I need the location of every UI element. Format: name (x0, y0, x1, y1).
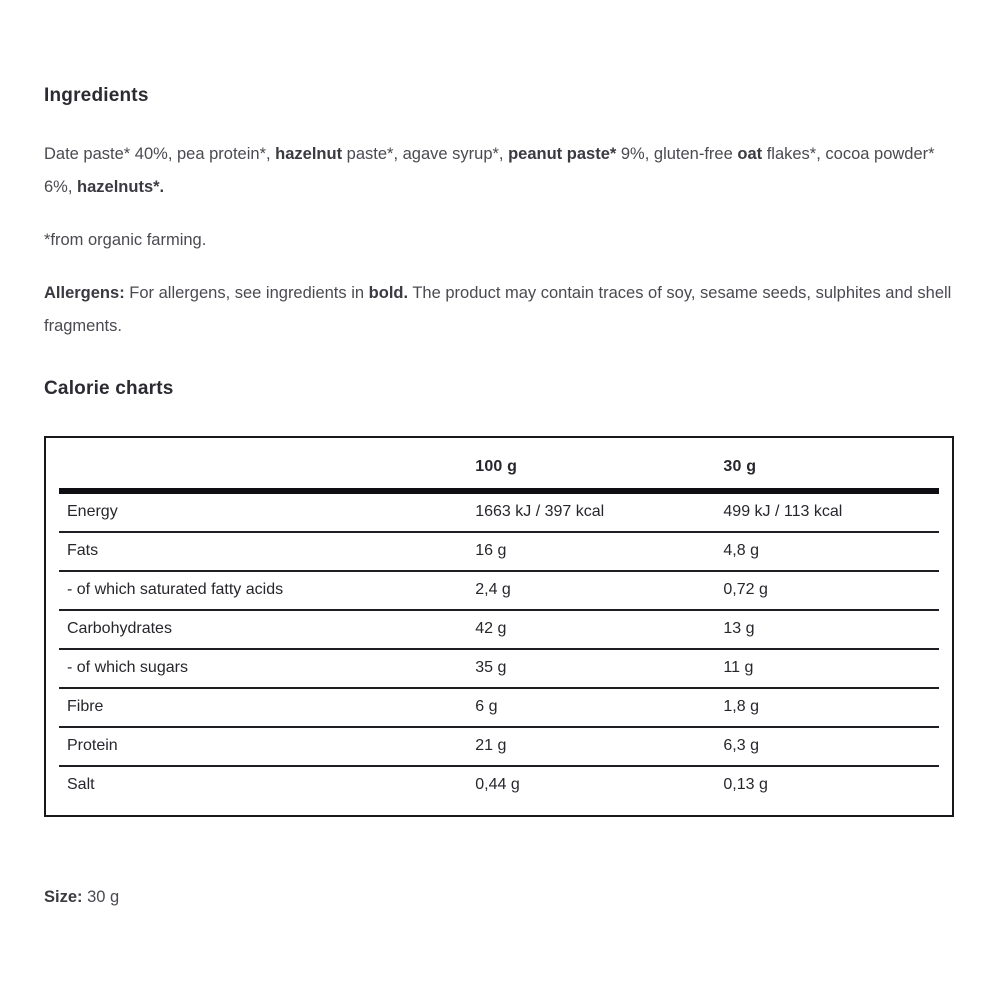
cell-per-100g: 2,4 g (475, 581, 511, 598)
cell-label: Protein (67, 737, 118, 754)
cell-per-30g: 1,8 g (723, 698, 759, 715)
cell-label: Salt (67, 776, 95, 793)
nutrition-table-header-row (59, 438, 939, 491)
table-row (59, 610, 939, 649)
cell-per-100g: 0,44 g (475, 776, 520, 793)
cell-label: Fibre (67, 698, 104, 715)
table-row (59, 571, 939, 610)
cell-per-100g: 21 g (475, 737, 507, 754)
table-row (59, 688, 939, 727)
cell-per-30g: 11 g (723, 659, 754, 676)
cell-per-30g: 13 g (723, 620, 755, 637)
size-label: Size: (44, 888, 83, 906)
cell-per-30g: 0,72 g (723, 581, 768, 598)
calorie-charts-heading: Calorie charts (44, 378, 174, 399)
cell-label: Carbohydrates (67, 620, 172, 637)
cell-per-100g: 6 g (475, 698, 498, 715)
table-row (59, 766, 939, 815)
cell-per-30g: 4,8 g (723, 542, 759, 559)
cell-per-100g: 1663 kJ / 397 kcal (475, 503, 605, 520)
cell-label: Energy (67, 503, 118, 520)
table-row (59, 727, 939, 766)
nutrition-table (44, 436, 954, 817)
header-cell-30g: 30 g (723, 458, 757, 475)
cell-per-100g: 42 g (475, 620, 507, 637)
size-text (44, 881, 954, 914)
header-cell-blank (59, 438, 475, 491)
cell-per-100g: 16 g (475, 542, 507, 559)
organic-farming-note: *from organic farming. (44, 231, 207, 249)
table-row (59, 532, 939, 571)
cell-per-100g: 35 g (475, 659, 507, 676)
cell-label: - of which saturated fatty acids (67, 581, 284, 598)
nutrition-table-grid (59, 438, 939, 815)
nutrition-table-body (59, 491, 939, 815)
cell-per-30g: 6,3 g (723, 737, 759, 754)
table-row (59, 649, 939, 688)
cell-label: Fats (67, 542, 99, 559)
size-value: 30 g (82, 888, 120, 906)
ingredients-description: Date paste* 40%, pea protein*, hazelnut paste*, agave syrup*, peanut paste* 9%, gluten-free oat flakes*, cocoa powder* 6%, hazelnuts*. (44, 145, 935, 196)
header-cell-100g: 100 g (475, 458, 518, 475)
table-row (59, 491, 939, 532)
allergens-note: Allergens: For allergens, see ingredients in bold. The product may contain traces of soy, sesame seeds, sulphites and shell fragments. (44, 284, 952, 335)
ingredients-heading: Ingredients (44, 85, 149, 106)
cell-per-30g: 0,13 g (723, 776, 768, 793)
cell-per-30g: 499 kJ / 113 kcal (723, 503, 843, 520)
cell-label: - of which sugars (67, 659, 188, 676)
